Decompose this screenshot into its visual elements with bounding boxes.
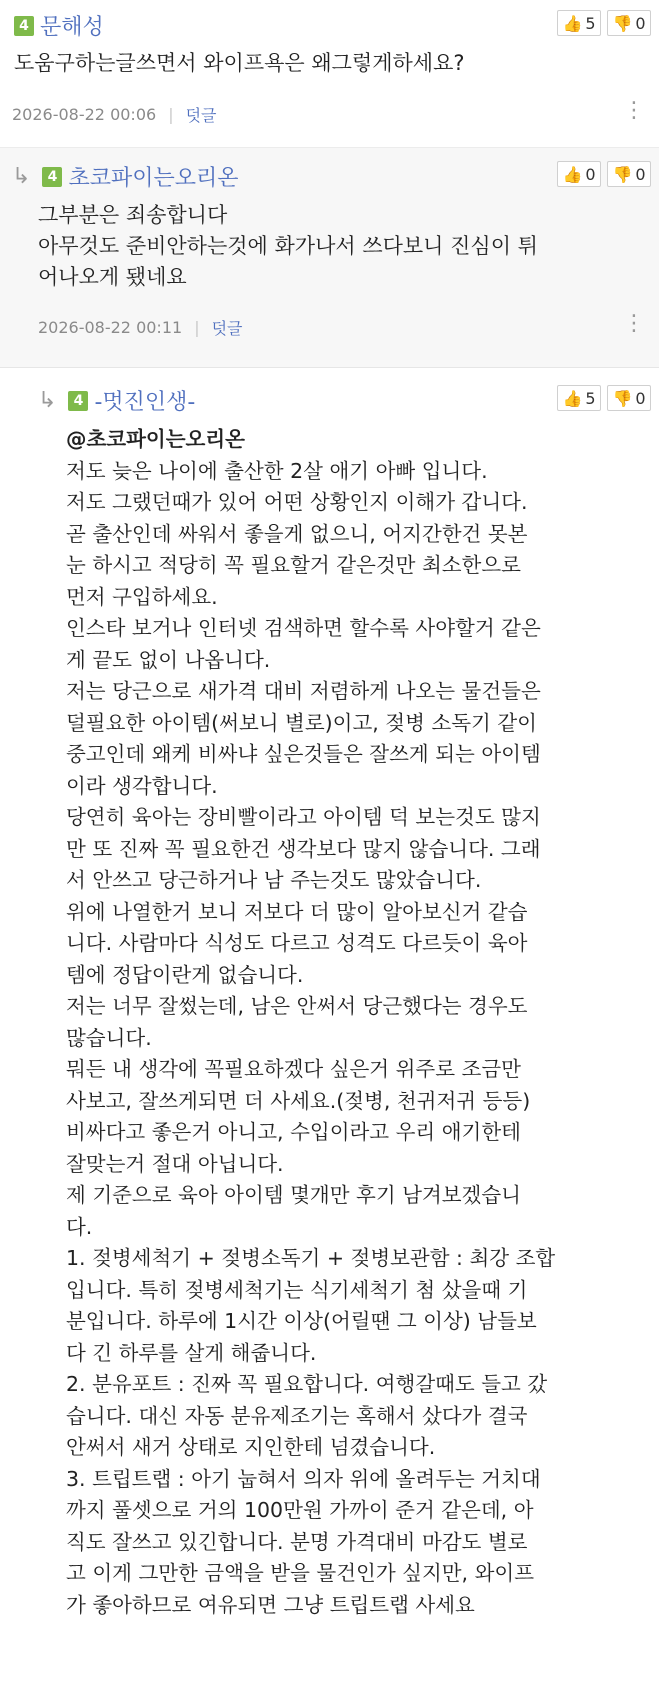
comment-header (12, 161, 238, 192)
upvote-button[interactable] (557, 385, 601, 411)
thumb-down-icon: 👎 (612, 13, 633, 33)
vote-group (557, 10, 651, 36)
thumb-up-icon: 👍 (562, 164, 583, 184)
downvote-count: 0 (635, 13, 646, 33)
comment-body (14, 48, 634, 79)
comment-reply (0, 148, 659, 368)
downvote-button[interactable] (607, 10, 651, 36)
comment-text: 저도 늦은 나이에 출산한 2살 애기 아빠 입니다. 저도 그랬던때가 있어 어떤 상황인지 이해가 갑니다. 곧 출산인데 싸워서 좋을게 없으니, 어지간한건 못본 눈 하시고 적당히 꼭 필요할거 같은것만 최소한으로 먼저 구입하세요. 인스타 보거나 인터넷 검색하면 할수록 사야할거 같은 게 끝도 없이 나옵니다. 저는 당근으로 새가격 대비 저렴하게 나오는 물건들은 덜필요한 아이템(써보니 별로)이고, 젖병 소독기 같이 중고인데 왜케 비싸냐 싶은것들은 잘쓰게 되는 아이템 이라 생각합니다. 당연히 육아는 장비빨이라고 아이템 덕 보는것도 많지 만 또 진짜 꼭 필요한건 생각보다 많지 않습니다. 그래 서 안쓰고 당근하거나 남 주는것도 많았습니다. 위에 나열한거 보니 저보다 더 많이 알아보신거 같습 니다. 사람마다 식성도 다르고 성격도 다르듯이 육아 템에 정답이란게 없습니다. 저는 너무 잘썼는데, 남은 안써서 당근했다는 경우도 많습니다. 뭐든 내 생각에 꼭필요하겠다 싶은거 위주로 조금만 사보고, 잘쓰게되면 더 사세요.(젖병, 천귀저귀 등등) 비싸다고 좋은거 아니고, 수입이라고 우리 애기한테 잘맞는거 절대 아닙니다. 제 기준으로 육아 아이템 몇개만 후기 남겨보겠습니 다. 1. 젖병세척기 + 젖병소독기 + 젖병보관함 : 최강 조합 입니다. 특히 젖병세척기는 식기세척기 첨 샀을때 기 분입니다. 하루에 1시간 이상(어릴땐 그 이상) 남들보 다 긴 하루를 살게 해줍니다. 2. 분유포트 : 진짜 꼭 필요합니다. 여행갈때도 들고 갔 습니다. 대신 자동 분유제조기는 혹해서 샀다가 결국 안써서 새거 상태로 지인한테 넘겼습니다. 3. 트립트랩 : 아기 눕혀서 의자 위에 올려두는 거치대 까지 풀셋으로 거의 100만원 가까이 준거 같은데, 아 직도 잘쓰고 있긴합니다. 분명 가격대비 마감도 별로 고 이게 그만한 금액을 받을 물건인가 싶지만, 와이프 가 좋아하므로 여유되면 그냥 트립트랩 사세요 (66, 458, 556, 1617)
mention-tag[interactable]: @초코파이는오리온 (66, 427, 245, 451)
reply-link[interactable]: 덧글 (211, 319, 243, 338)
comment-meta (12, 103, 217, 126)
downvote-button[interactable] (607, 385, 651, 411)
downvote-count: 0 (635, 388, 646, 408)
upvote-count: 0 (585, 164, 596, 184)
thumb-up-icon: 👍 (562, 388, 583, 408)
level-badge: 4 (68, 391, 88, 411)
comment-header (14, 10, 104, 41)
comment-date: 2026-08-22 00:11 (38, 318, 183, 337)
vote-group (557, 161, 651, 187)
reply-arrow-icon: ↳ (12, 164, 31, 189)
upvote-button[interactable] (557, 10, 601, 36)
author-name[interactable]: 문해성 (40, 15, 104, 40)
level-badge: 4 (14, 16, 34, 36)
more-options-icon[interactable]: ⋮ (623, 98, 645, 123)
meta-divider: | (194, 318, 200, 337)
author-name[interactable]: 초코파이는오리온 (68, 166, 239, 191)
reply-arrow-icon: ↳ (38, 388, 57, 413)
more-options-icon[interactable]: ⋮ (623, 311, 645, 336)
comment-header (38, 385, 195, 416)
thumb-down-icon: 👎 (612, 388, 633, 408)
upvote-button[interactable] (557, 161, 601, 187)
upvote-count: 5 (585, 13, 596, 33)
vote-group (557, 385, 651, 411)
downvote-count: 0 (635, 164, 646, 184)
thumb-up-icon: 👍 (562, 13, 583, 33)
author-name[interactable]: -멋진인생- (94, 390, 196, 415)
meta-divider: | (168, 105, 174, 124)
comment-text: 그부분은 죄송합니다 아무것도 준비안하는것에 화가나서 쓰다보니 진심이 튀 어나오게 됐네요 (38, 203, 538, 289)
comment-reply (0, 368, 659, 1700)
comment-body (38, 200, 638, 293)
downvote-button[interactable] (607, 161, 651, 187)
comment-date: 2026-08-22 00:06 (12, 105, 157, 124)
reply-link[interactable]: 덧글 (185, 106, 217, 125)
comment-text: 도움구하는글쓰면서 와이프욕은 왜그렇게하세요? (14, 51, 465, 75)
comment (0, 0, 659, 148)
comment-body (66, 424, 656, 1621)
comment-meta (38, 316, 243, 339)
level-badge: 4 (42, 167, 62, 187)
upvote-count: 5 (585, 388, 596, 408)
thumb-down-icon: 👎 (612, 164, 633, 184)
